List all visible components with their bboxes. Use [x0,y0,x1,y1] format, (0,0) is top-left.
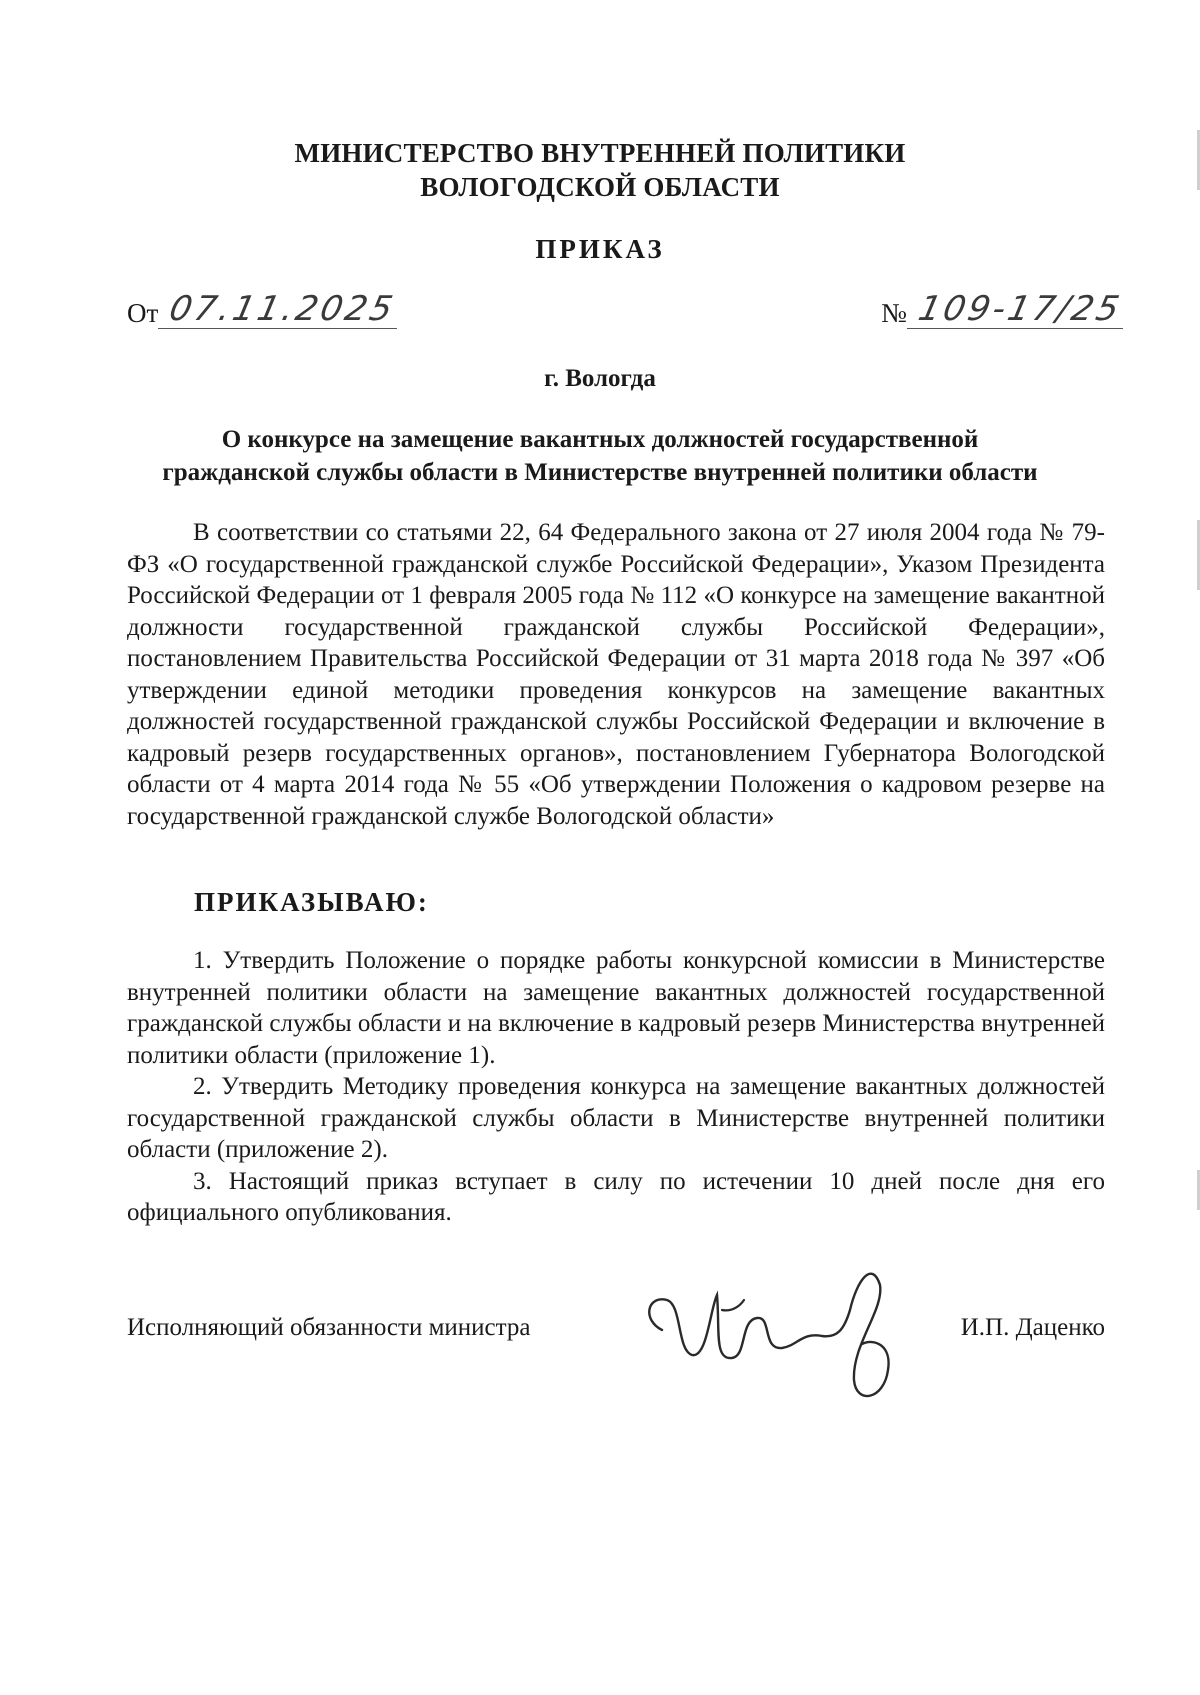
order-subject [0,423,1200,489]
signer-position: Исполняющий обязанности министра [127,1314,531,1341]
date-number-row [127,290,1127,340]
order-item-2: 2. Утвердить Методику проведения конкурса на замещение вакантных должностей государственной гражданской службы области в Министерстве внутренней политики области (приложение 2). [127,1073,1105,1163]
order-items [127,945,1105,1229]
preamble-paragraph: В соответствии со статьями 22, 64 Федерального закона от 27 июля 2004 года № 79-ФЗ «О государственной гражданской службе Российской Федерации», Указом Президента Российской Федерации от 1 февраля 2005 года № 112 «О конкурсе на замещение вакантной должности государственной гражданской службы Российской Федерации», постановлением Правительства Российской Федерации от 31 марта 2018 года № 397 «Об утверждении единой методики проведения конкурсов на замещение вакантных должностей государственной гражданской службы Российской Федерации и включение в кадровый резерв государственных органов», постановлением Губернатора Вологодской области от 4 марта 2014 года № 55 «Об утверждении Положения о кадровом резерве на государственной гражданской службе Вологодской области» [127,519,1105,830]
date-label: От [127,298,159,328]
handwritten-signature-icon [622,1240,922,1410]
number-label: № [881,298,907,328]
order-item-1: 1. Утвердить Положение о порядке работы конкурсной комиссии в Министерстве внутренней политики области на замещение вакантных должностей государственной гражданской службы области и на включение в кадровый резерв Министерства внутренней политики области (приложение 1). [127,947,1105,1069]
order-item-3: 3. Настоящий приказ вступает в силу по истечении 10 дней после дня его официального опубликования. [127,1167,1105,1226]
ministry-name-line2: ВОЛОГОДСКОЙ ОБЛАСТИ [420,172,780,202]
order-subject-line1: О конкурсе на замещение вакантных должностей государственной [221,426,979,453]
date-field [127,290,401,329]
ministry-name-line1: МИНИСТЕРСТВО ВНУТРЕННЕЙ ПОЛИТИКИ [294,138,906,168]
signer-name: И.П. Даценко [960,1314,1105,1341]
number-field [881,290,1127,329]
date-handwritten: 07.11.2025 [158,290,405,329]
order-subject-line2: гражданской службы области в Министерстве внутренней политики области [162,459,1038,486]
signature-block [127,1300,1105,1400]
document-type: ПРИКАЗ [535,234,665,264]
decree-heading: ПРИКАЗЫВАЮ: [194,887,429,917]
number-handwritten: 109-17/25 [907,290,1131,329]
city-line: г. Вологда [544,365,656,392]
ministry-name [0,136,1200,204]
